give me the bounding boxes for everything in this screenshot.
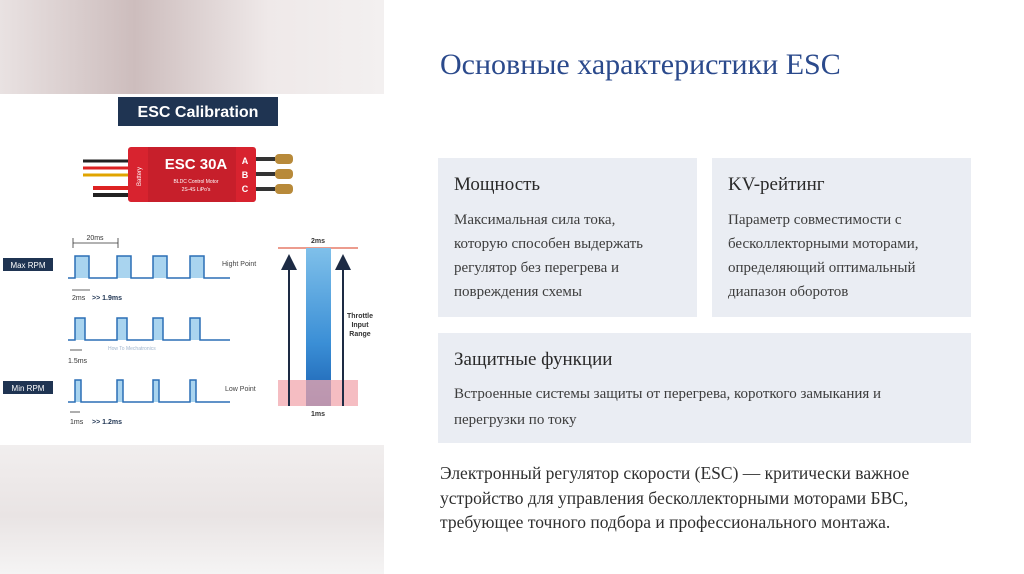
card-power-title: Мощность [454,174,541,195]
summary-paragraph: Электронный регулятор скорости (ESC) — критически важное устройство для управления бесколлекторными моторами БВС, требующее точного подбора и профессионального монтажа. [440,463,910,532]
card-kv-line: Параметр совместимости с [728,212,902,228]
range-bottom-label: 1ms [310,411,326,418]
pulse-min-label: 1ms [70,419,84,426]
card-power-line: которую способен выдержать [454,236,644,252]
throttle-label-2: Input [351,322,369,329]
card-power-line: повреждения схемы [454,284,582,300]
esc-phase-c: C [241,184,249,194]
pulse-max-label: 2ms [72,295,86,302]
pulse-mid-label: 1.5ms [68,358,88,365]
watermark-logo: How To Mechatronics [108,346,156,352]
page-title: Основные характеристики ESC [440,48,841,81]
esc-battery-label: Battery [137,166,143,186]
period-label: 20ms [86,235,104,242]
esc-sub-label-2: 2S-4S LiPo's [181,187,211,193]
card-kv-text [728,208,918,304]
esc-sub-label-1: BLDC Control Motor [173,179,219,185]
card-power [438,158,697,317]
throttle-label-1: Throttle [346,313,374,320]
card-protection-line: Встроенные системы защиты от перегрева, короткого замыкания и [454,386,882,402]
decorative-background-top [0,0,384,94]
low-point-label: Low Point [225,386,256,393]
card-kv-title: KV-рейтинг [728,174,825,195]
esc-model-label: ESC 30A [164,156,228,173]
esc-phase-a: A [241,156,249,166]
high-point-label: Hight Point [222,261,257,268]
card-power-text [454,208,643,304]
calibration-banner-text: ESC Calibration [137,104,259,121]
card-kv-line: диапазон оборотов [728,284,849,300]
max-rpm-label: Max RPM [10,261,46,270]
card-power-line: Максимальная сила тока, [454,212,616,228]
card-protection-title: Защитные функции [454,349,613,370]
pulse-min-note: >> 1.2ms [92,419,122,426]
min-rpm-label: Min RPM [11,384,45,393]
card-power-line: регулятор без перегрева и [454,260,620,276]
pulse-max-note: >> 1.9ms [92,295,122,302]
card-kv [712,158,971,317]
esc-output-wires [256,154,293,194]
card-protection-line: перегрузки по току [454,412,577,428]
range-top-label: 2ms [310,238,326,245]
card-kv-line: бесколлекторными моторами, [728,236,919,252]
esc-phase-b: B [241,170,249,180]
throttle-label-3: Range [349,331,371,338]
card-protection [438,333,971,443]
esc-calibration-diagram [0,94,384,445]
decorative-background-bottom [0,445,384,574]
card-protection-text [454,381,881,433]
card-kv-line: определяющий оптимальный [728,260,916,276]
